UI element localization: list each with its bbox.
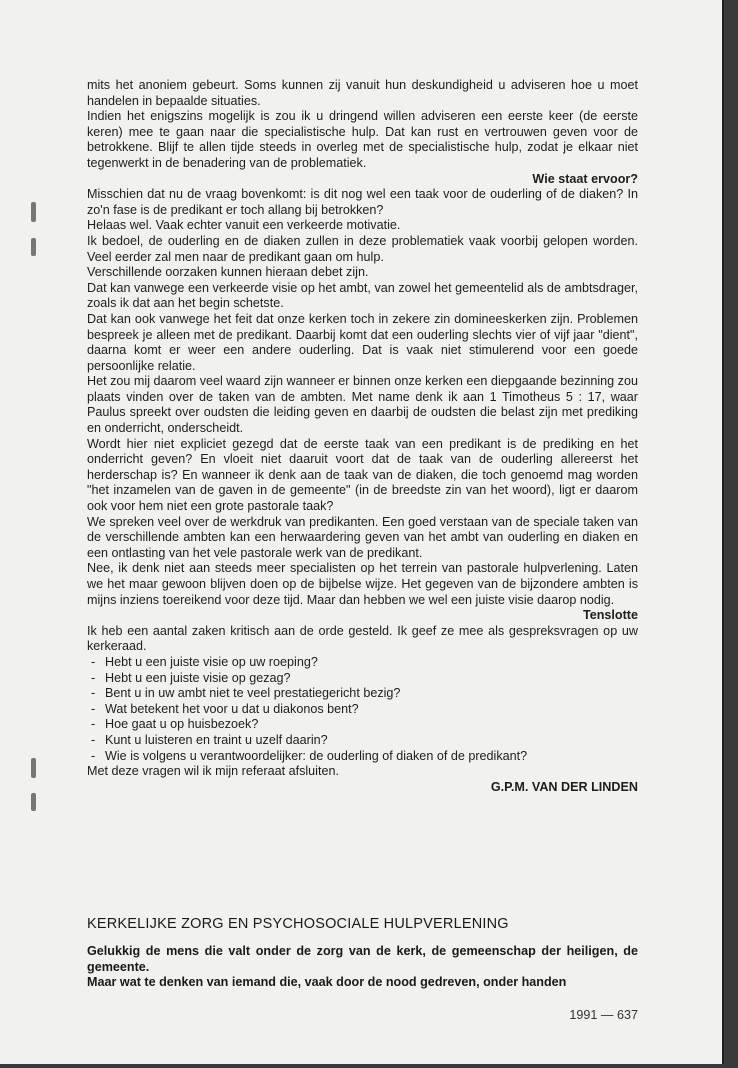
lead-paragraph: Maar wat te denken van iemand die, vaak door de nood gedreven, onder handen [87, 975, 567, 990]
closing-line: Met deze vragen wil ik mijn referaat afsluiten. [87, 764, 339, 779]
binding-hole-mark [31, 793, 36, 811]
next-article-title: KERKELIJKE ZORG EN PSYCHOSOCIALE HULPVERLENING [87, 916, 509, 932]
paragraph: Misschien dat nu de vraag bovenkomt: is dit nog wel een taak voor de ouderling of de diaken? In zo'n fase is de predikant er toch allang bij betrokken? [87, 187, 638, 217]
next-article-lead [87, 944, 638, 991]
page-number: 1991 — 637 [569, 1008, 638, 1022]
author-signature: G.P.M. VAN DER LINDEN [490, 779, 638, 794]
paragraph: Dat kan vanwege een verkeerde visie op het ambt, van zowel het gemeentelid als de ambtsdrager, zoals ik dat aan het begin schetste. [87, 280, 638, 311]
list-item: - Wie is volgens u verantwoordelijker: de ouderling of diaken of de predikant? [87, 749, 638, 765]
section-heading-who: Wie staat ervoor? [532, 171, 638, 186]
list-item: - Hoe gaat u op huisbezoek? [87, 717, 638, 733]
paragraph: Dat kan ook vanwege het feit dat onze kerken toch in zekere zin domineeskerken zijn. Problemen bespreek je alleen met de predikant. Daarbij komt dat een ouderling slechts vier of vijf jaar "dient", daarna komt er weer een andere ouderling. Dat is vaak niet stimulerend voor een goede persoonlijke relatie. [87, 311, 638, 373]
paragraph: We spreken veel over de werkdruk van predikanten. Een goed verstaan van de speciale taken van de verschillende ambten kan een herwaardering geven van het ambt van ouderling en diaken en een ontlasting van het vele pastorale werk van de predikant. [87, 514, 638, 560]
paragraph: Ik heb een aantal zaken kritisch aan de orde gesteld. Ik geef ze mee als gespreksvragen op uw kerkeraad. [87, 623, 638, 654]
paragraph: Wordt hier niet expliciet gezegd dat de eerste taak van een predikant is de prediking en het onderricht geven? En vloeit niet daaruit voort dat de taak van de ouderling allereerst het herderschap is? En wanneer ik denk aan de taak van de diaken, die toch genoemd mag worden "het inzamelen van de gaven in de gemeente" (in de breedste zin van het woord), ligt er daarom ook voor hem niet een grote pastorale taak? [87, 436, 638, 514]
question-list [87, 655, 638, 764]
list-item: - Wat betekent het voor u dat u diakonos bent? [87, 702, 638, 718]
paragraph: Helaas wel. Vaak echter vanuit een verkeerde motivatie. [87, 218, 401, 233]
paragraph: Nee, ik denk niet aan steeds meer specialisten op het terrein van pastorale hulpverlening. Laten we het maar gewoon blijven doen op de bijbelse wijze. Het gegeven van de bijzondere ambten is mijns inziens toereikend voor deze tijd. Maar dan hebben we wel een juiste visie daarop nodig. [87, 561, 638, 607]
paragraph: mits het anoniem gebeurt. Soms kunnen zij vanuit hun deskundigheid u adviseren hoe u moet handelen in bepaalde situaties. [87, 78, 638, 108]
list-item: - Bent u in uw ambt niet te veel prestatiegericht bezig? [87, 686, 638, 702]
binding-hole-mark [31, 758, 36, 778]
list-item: - Hebt u een juiste visie op uw roeping? [87, 655, 638, 671]
binding-hole-mark [31, 238, 36, 256]
paragraph: Ik bedoel, de ouderling en de diaken zullen in deze problematiek vaak voorbij gelopen worden. Veel eerder zal men naar de predikant gaan om hulp. [87, 233, 638, 264]
list-item: - Hebt u een juiste visie op gezag? [87, 671, 638, 687]
section-heading-end: Tenslotte [582, 608, 638, 623]
paragraph: Indien het enigszins mogelijk is zou ik u dringend willen adviseren een eerste keer (de eerste keren) mee te gaan naar die specialistische hulp. Dat kan rust en vertrouwen geven voor de betrokkene. Blijf te allen tijde steeds in overleg met de specialistische hulp, zodat je elkaar niet tegenwerkt in de benadering van de problematiek. [87, 109, 638, 170]
article-body [87, 78, 638, 795]
binding-hole-mark [31, 202, 36, 222]
lead-paragraph: Gelukkig de mens die valt onder de zorg van de kerk, de gemeenschap der heiligen, de gemeente. [87, 944, 638, 974]
paragraph: Het zou mij daarom veel waard zijn wanneer er binnen onze kerken een diepgaande bezinning zou plaats vinden over de taken van de ambten. Met name denk ik aan 1 Timotheus 5 : 17, waar Paulus spreekt over oudsten die leiding geven en daarbij de oudsten die belast zijn met prediking en onderricht, onderscheidt. [87, 374, 638, 436]
list-item: - Kunt u luisteren en traint u uzelf daarin? [87, 733, 638, 749]
paragraph: Verschillende oorzaken kunnen hieraan debet zijn. [87, 265, 369, 280]
